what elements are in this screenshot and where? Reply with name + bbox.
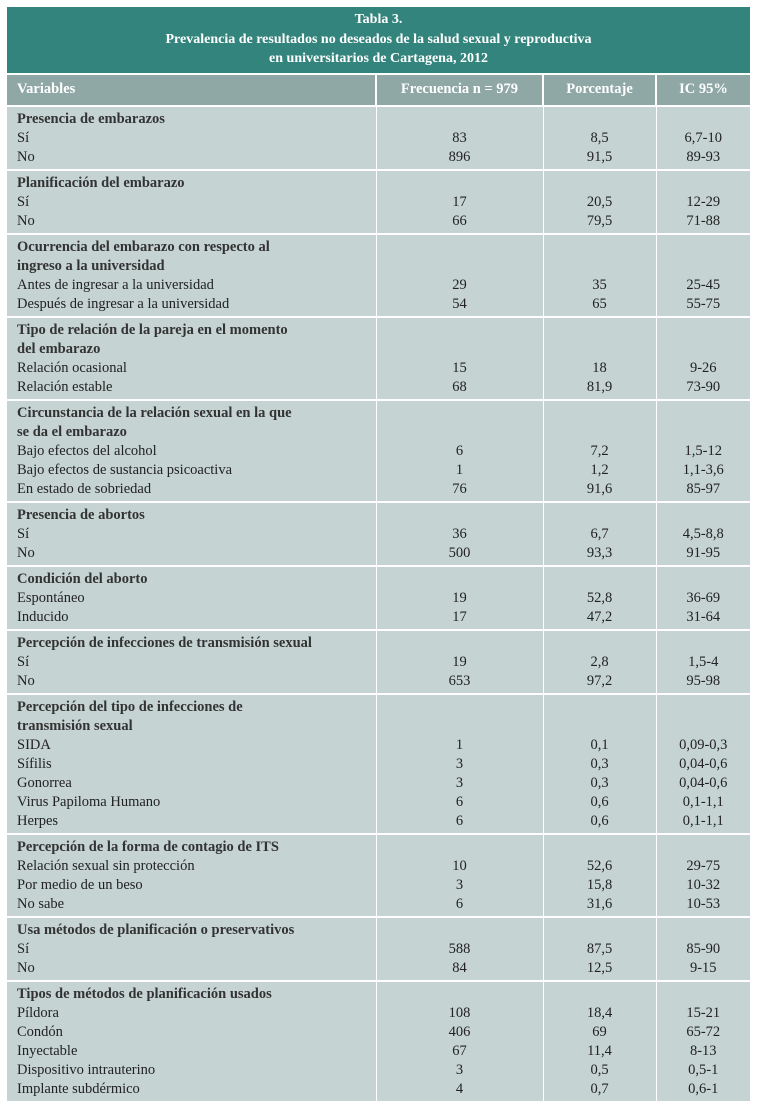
- cell-ci: 10-53: [656, 895, 750, 917]
- table-row: [7, 608, 750, 630]
- table-row: [7, 480, 750, 502]
- cell-ci: 0,09-0,3: [656, 736, 750, 755]
- empty-cell: [543, 694, 656, 736]
- empty-cell: [656, 170, 750, 193]
- cell-frequency: 6: [376, 895, 543, 917]
- cell-ci: 65-72: [656, 1023, 750, 1042]
- group-title-line: Ocurrencia del embarazo con respecto al: [17, 238, 270, 255]
- group-header-row: [7, 694, 750, 736]
- variable-group: [7, 106, 750, 170]
- cell-percentage: 20,5: [543, 193, 656, 212]
- table-row: [7, 672, 750, 694]
- variable-group: [7, 400, 750, 502]
- cell-ci: 15-21: [656, 1004, 750, 1023]
- table-container: [7, 7, 750, 1101]
- cell-percentage: 97,2: [543, 672, 656, 694]
- cell-frequency: 406: [376, 1023, 543, 1042]
- table-row: [7, 378, 750, 400]
- empty-cell: [543, 317, 656, 359]
- header-row: [7, 74, 750, 106]
- cell-percentage: 91,5: [543, 148, 656, 170]
- empty-cell: [543, 106, 656, 129]
- cell-variable: Herpes: [7, 812, 376, 834]
- cell-ci: 0,1-1,1: [656, 812, 750, 834]
- cell-frequency: 67: [376, 1042, 543, 1061]
- cell-ci: 89-93: [656, 148, 750, 170]
- group-title-line: Presencia de embarazos: [17, 110, 165, 127]
- cell-variable: Sí: [7, 525, 376, 544]
- cell-ci: 6,7-10: [656, 129, 750, 148]
- cell-variable: Inyectable: [7, 1042, 376, 1061]
- cell-percentage: 18,4: [543, 1004, 656, 1023]
- cell-variable: Relación ocasional: [7, 359, 376, 378]
- cell-frequency: 588: [376, 940, 543, 959]
- table-row: [7, 812, 750, 834]
- cell-variable: Relación estable: [7, 378, 376, 400]
- cell-ci: 0,1-1,1: [656, 793, 750, 812]
- cell-percentage: 0,6: [543, 812, 656, 834]
- group-header-row: [7, 502, 750, 525]
- group-header-row: [7, 400, 750, 442]
- prevalence-table: [7, 73, 750, 1101]
- cell-percentage: 91,6: [543, 480, 656, 502]
- group-title: [7, 981, 376, 1004]
- cell-variable: No: [7, 672, 376, 694]
- group-header-row: [7, 170, 750, 193]
- cell-ci: 1,1-3,6: [656, 461, 750, 480]
- cell-percentage: 35: [543, 276, 656, 295]
- group-title-line: transmisión sexual: [17, 717, 133, 734]
- group-title-line: Percepción de la forma de contagio de ITS: [17, 838, 279, 855]
- empty-cell: [376, 234, 543, 276]
- table-row: [7, 276, 750, 295]
- cell-ci: 95-98: [656, 672, 750, 694]
- cell-frequency: 3: [376, 876, 543, 895]
- empty-cell: [656, 400, 750, 442]
- variable-group: [7, 234, 750, 317]
- group-header-row: [7, 317, 750, 359]
- cell-variable: No: [7, 212, 376, 234]
- table-row: [7, 359, 750, 378]
- group-header-row: [7, 106, 750, 129]
- cell-variable: Relación sexual sin protección: [7, 857, 376, 876]
- table-row: [7, 129, 750, 148]
- cell-variable: Sífilis: [7, 755, 376, 774]
- cell-frequency: 54: [376, 295, 543, 317]
- table-row: [7, 589, 750, 608]
- group-title: [7, 106, 376, 129]
- group-title: [7, 917, 376, 940]
- group-title: [7, 317, 376, 359]
- table-row: [7, 895, 750, 917]
- cell-frequency: 66: [376, 212, 543, 234]
- cell-variable: SIDA: [7, 736, 376, 755]
- cell-percentage: 52,6: [543, 857, 656, 876]
- cell-percentage: 79,5: [543, 212, 656, 234]
- cell-variable: Inducido: [7, 608, 376, 630]
- variable-group: [7, 834, 750, 917]
- group-title-line: Planificación del embarazo: [17, 174, 185, 191]
- empty-cell: [376, 317, 543, 359]
- cell-frequency: 6: [376, 793, 543, 812]
- table-caption-line-1: Prevalencia de resultados no deseados de la salud sexual y reproductiva: [165, 31, 592, 47]
- empty-cell: [543, 170, 656, 193]
- table-row: [7, 774, 750, 793]
- group-title-line: Tipos de métodos de planificación usados: [17, 985, 272, 1002]
- group-title-line: Circunstancia de la relación sexual en la que: [17, 404, 292, 421]
- cell-ci: 12-29: [656, 193, 750, 212]
- group-title: [7, 502, 376, 525]
- empty-cell: [543, 400, 656, 442]
- cell-frequency: 36: [376, 525, 543, 544]
- table-row: [7, 736, 750, 755]
- group-title-line: Condición del aborto: [17, 570, 148, 587]
- empty-cell: [656, 917, 750, 940]
- group-title-line: se da el embarazo: [17, 423, 127, 440]
- cell-variable: Píldora: [7, 1004, 376, 1023]
- cell-ci: 71-88: [656, 212, 750, 234]
- empty-cell: [376, 630, 543, 653]
- empty-cell: [376, 694, 543, 736]
- group-title-line: Tipo de relación de la pareja en el momento: [17, 321, 288, 338]
- table-row: [7, 876, 750, 895]
- group-title-line: Presencia de abortos: [17, 506, 145, 523]
- group-title: [7, 234, 376, 276]
- cell-ci: 10-32: [656, 876, 750, 895]
- cell-percentage: 1,2: [543, 461, 656, 480]
- cell-ci: 55-75: [656, 295, 750, 317]
- cell-percentage: 8,5: [543, 129, 656, 148]
- variable-group: [7, 566, 750, 630]
- cell-variable: No sabe: [7, 895, 376, 917]
- cell-ci: 0,04-0,6: [656, 755, 750, 774]
- cell-percentage: 0,7: [543, 1080, 656, 1101]
- cell-frequency: 17: [376, 608, 543, 630]
- cell-variable: Por medio de un beso: [7, 876, 376, 895]
- cell-variable: Dispositivo intrauterino: [7, 1061, 376, 1080]
- cell-frequency: 1: [376, 461, 543, 480]
- cell-frequency: 896: [376, 148, 543, 170]
- empty-cell: [543, 502, 656, 525]
- cell-percentage: 0,3: [543, 755, 656, 774]
- cell-percentage: 87,5: [543, 940, 656, 959]
- cell-percentage: 31,6: [543, 895, 656, 917]
- cell-frequency: 76: [376, 480, 543, 502]
- table-row: [7, 1061, 750, 1080]
- empty-cell: [656, 981, 750, 1004]
- cell-frequency: 15: [376, 359, 543, 378]
- cell-percentage: 0,5: [543, 1061, 656, 1080]
- variable-group: [7, 917, 750, 981]
- cell-variable: Sí: [7, 129, 376, 148]
- cell-percentage: 69: [543, 1023, 656, 1042]
- variable-group: [7, 502, 750, 566]
- empty-cell: [376, 170, 543, 193]
- empty-cell: [376, 400, 543, 442]
- header-variables: Variables: [7, 74, 376, 106]
- cell-ci: 9-26: [656, 359, 750, 378]
- empty-cell: [376, 566, 543, 589]
- cell-ci: 8-13: [656, 1042, 750, 1061]
- cell-ci: 85-90: [656, 940, 750, 959]
- empty-cell: [376, 834, 543, 857]
- cell-frequency: 84: [376, 959, 543, 981]
- cell-variable: Virus Papiloma Humano: [7, 793, 376, 812]
- empty-cell: [656, 834, 750, 857]
- cell-frequency: 83: [376, 129, 543, 148]
- header-percentage: Porcentaje: [543, 74, 656, 106]
- table-row: [7, 544, 750, 566]
- cell-percentage: 65: [543, 295, 656, 317]
- cell-ci: 0,6-1: [656, 1080, 750, 1101]
- cell-variable: No: [7, 544, 376, 566]
- empty-cell: [543, 566, 656, 589]
- group-header-row: [7, 630, 750, 653]
- variable-group: [7, 317, 750, 400]
- group-header-row: [7, 834, 750, 857]
- group-title: [7, 834, 376, 857]
- cell-percentage: 11,4: [543, 1042, 656, 1061]
- group-title-line: Percepción del tipo de infecciones de: [17, 698, 243, 715]
- group-title: [7, 170, 376, 193]
- cell-frequency: 1: [376, 736, 543, 755]
- table-row: [7, 212, 750, 234]
- table-title: [7, 7, 750, 73]
- cell-frequency: 29: [376, 276, 543, 295]
- table-row: [7, 755, 750, 774]
- cell-frequency: 10: [376, 857, 543, 876]
- group-header-row: [7, 917, 750, 940]
- table-row: [7, 148, 750, 170]
- cell-variable: Bajo efectos del alcohol: [7, 442, 376, 461]
- cell-frequency: 17: [376, 193, 543, 212]
- cell-ci: 73-90: [656, 378, 750, 400]
- cell-variable: Sí: [7, 653, 376, 672]
- table-row: [7, 1023, 750, 1042]
- cell-percentage: 18: [543, 359, 656, 378]
- table-row: [7, 461, 750, 480]
- group-title-line: Percepción de infecciones de transmisión sexual: [17, 634, 312, 651]
- cell-frequency: 3: [376, 755, 543, 774]
- cell-percentage: 0,6: [543, 793, 656, 812]
- cell-variable: Antes de ingresar a la universidad: [7, 276, 376, 295]
- table-row: [7, 295, 750, 317]
- empty-cell: [376, 917, 543, 940]
- variable-group: [7, 630, 750, 694]
- cell-variable: No: [7, 959, 376, 981]
- group-header-row: [7, 566, 750, 589]
- empty-cell: [543, 234, 656, 276]
- cell-percentage: 81,9: [543, 378, 656, 400]
- cell-ci: 29-75: [656, 857, 750, 876]
- empty-cell: [543, 834, 656, 857]
- cell-percentage: 0,3: [543, 774, 656, 793]
- header-ci: IC 95%: [656, 74, 750, 106]
- table-row: [7, 940, 750, 959]
- empty-cell: [656, 566, 750, 589]
- group-title: [7, 694, 376, 736]
- variable-group: [7, 981, 750, 1101]
- cell-ci: 4,5-8,8: [656, 525, 750, 544]
- table-row: [7, 442, 750, 461]
- cell-variable: Sí: [7, 193, 376, 212]
- cell-frequency: 653: [376, 672, 543, 694]
- table-row: [7, 1080, 750, 1101]
- table-row: [7, 1042, 750, 1061]
- cell-variable: Implante subdérmico: [7, 1080, 376, 1101]
- cell-frequency: 6: [376, 812, 543, 834]
- empty-cell: [376, 502, 543, 525]
- group-title: [7, 630, 376, 653]
- cell-percentage: 15,8: [543, 876, 656, 895]
- group-title-line: Usa métodos de planificación o preservativos: [17, 921, 295, 938]
- cell-variable: Sí: [7, 940, 376, 959]
- cell-frequency: 68: [376, 378, 543, 400]
- cell-percentage: 7,2: [543, 442, 656, 461]
- empty-cell: [656, 234, 750, 276]
- cell-ci: 0,5-1: [656, 1061, 750, 1080]
- cell-frequency: 500: [376, 544, 543, 566]
- table-caption-line-2: en universitarios de Cartagena, 2012: [269, 51, 488, 66]
- group-title: [7, 566, 376, 589]
- cell-frequency: 6: [376, 442, 543, 461]
- cell-variable: No: [7, 148, 376, 170]
- cell-frequency: 19: [376, 653, 543, 672]
- empty-cell: [543, 917, 656, 940]
- empty-cell: [656, 502, 750, 525]
- cell-frequency: 4: [376, 1080, 543, 1101]
- cell-variable: Espontáneo: [7, 589, 376, 608]
- table-row: [7, 653, 750, 672]
- cell-ci: 91-95: [656, 544, 750, 566]
- cell-ci: 9-15: [656, 959, 750, 981]
- empty-cell: [656, 106, 750, 129]
- group-title: [7, 400, 376, 442]
- group-header-row: [7, 981, 750, 1004]
- empty-cell: [656, 317, 750, 359]
- empty-cell: [543, 981, 656, 1004]
- cell-percentage: 93,3: [543, 544, 656, 566]
- cell-frequency: 108: [376, 1004, 543, 1023]
- empty-cell: [543, 630, 656, 653]
- cell-variable: Bajo efectos de sustancia psicoactiva: [7, 461, 376, 480]
- table-row: [7, 193, 750, 212]
- cell-frequency: 3: [376, 774, 543, 793]
- table-row: [7, 1004, 750, 1023]
- group-header-row: [7, 234, 750, 276]
- cell-variable: Gonorrea: [7, 774, 376, 793]
- cell-ci: 36-69: [656, 589, 750, 608]
- empty-cell: [656, 630, 750, 653]
- cell-percentage: 12,5: [543, 959, 656, 981]
- cell-ci: 85-97: [656, 480, 750, 502]
- cell-percentage: 47,2: [543, 608, 656, 630]
- cell-ci: 0,04-0,6: [656, 774, 750, 793]
- table-row: [7, 793, 750, 812]
- cell-variable: Condón: [7, 1023, 376, 1042]
- cell-variable: En estado de sobriedad: [7, 480, 376, 502]
- empty-cell: [376, 106, 543, 129]
- cell-percentage: 52,8: [543, 589, 656, 608]
- cell-variable: Después de ingresar a la universidad: [7, 295, 376, 317]
- group-title-line: ingreso a la universidad: [17, 257, 165, 274]
- table-row: [7, 959, 750, 981]
- variable-group: [7, 694, 750, 834]
- table-number: Tabla 3.: [354, 12, 403, 27]
- group-title-line: del embarazo: [17, 340, 101, 357]
- cell-ci: 25-45: [656, 276, 750, 295]
- variable-group: [7, 170, 750, 234]
- cell-frequency: 19: [376, 589, 543, 608]
- cell-percentage: 2,8: [543, 653, 656, 672]
- cell-ci: 1,5-4: [656, 653, 750, 672]
- cell-percentage: 0,1: [543, 736, 656, 755]
- cell-ci: 31-64: [656, 608, 750, 630]
- empty-cell: [656, 694, 750, 736]
- cell-ci: 1,5-12: [656, 442, 750, 461]
- table-row: [7, 525, 750, 544]
- cell-percentage: 6,7: [543, 525, 656, 544]
- empty-cell: [376, 981, 543, 1004]
- header-frequency: Frecuencia n = 979: [376, 74, 543, 106]
- cell-frequency: 3: [376, 1061, 543, 1080]
- table-row: [7, 857, 750, 876]
